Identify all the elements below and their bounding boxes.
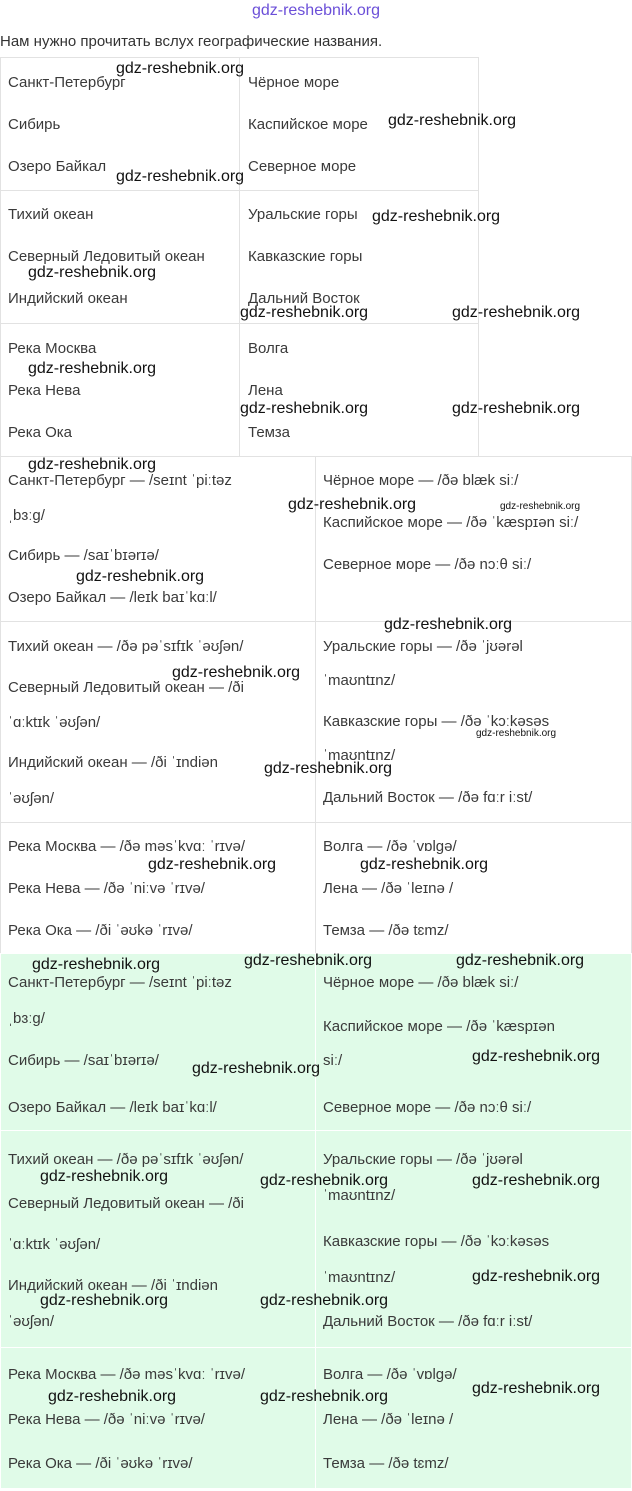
place-name: Волга bbox=[248, 340, 289, 357]
watermark-text: gdz-reshebnik.org bbox=[244, 952, 373, 969]
transcription-line: Чёрное море — /ðə blæk siː/ bbox=[323, 472, 519, 489]
transcription-line: ˈɑːktɪk ˈəʊʃən/ bbox=[8, 714, 101, 731]
table-cell bbox=[1, 622, 315, 822]
transcription-line: Темза — /ðə tɛmz/ bbox=[323, 1455, 449, 1472]
watermark-text: gdz-reshebnik.org bbox=[32, 956, 161, 973]
transcription-line: ˈəʊʃən/ bbox=[8, 790, 55, 807]
watermark-text: gdz-reshebnik.org bbox=[260, 1172, 389, 1189]
watermark-text: gdz-reshebnik.org bbox=[28, 264, 157, 281]
place-name: Река Ока bbox=[8, 424, 72, 441]
watermark-text: gdz-reshebnik.org bbox=[472, 1048, 601, 1065]
transcription-line: Кавказские горы — /ðə ˈkɔːkəsəs bbox=[323, 1233, 550, 1250]
place-name: Каспийское море bbox=[248, 116, 368, 133]
transcription-line: Уральские горы — /ðə ˈjʊərəl bbox=[323, 1151, 523, 1168]
table-row bbox=[1, 954, 632, 1131]
watermark-text: gdz-reshebnik.org bbox=[172, 664, 301, 681]
watermark-text: gdz-reshebnik.org bbox=[372, 208, 501, 225]
transcription-line: Чёрное море — /ðə blæk siː/ bbox=[323, 974, 519, 991]
table-cell bbox=[1, 457, 315, 621]
table-cell bbox=[316, 457, 631, 621]
transcription-line: Тихий океан — /ðə pəˈsɪfɪk ˈəʊʃən/ bbox=[8, 1151, 244, 1168]
watermark-text: gdz-reshebnik.org bbox=[76, 568, 205, 585]
place-name: Чёрное море bbox=[248, 74, 340, 91]
place-name: Тихий океан bbox=[8, 206, 94, 223]
transcription-line: Река Ока — /ði ˈəʊkə ˈrɪvə/ bbox=[8, 922, 193, 939]
table-row bbox=[1, 1348, 632, 1489]
watermark-text: gdz-reshebnik.org bbox=[360, 856, 489, 873]
transcription-line: Темза — /ðə tɛmz/ bbox=[323, 922, 449, 939]
transcription-line: Река Москва — /ðə məsˈkvɑː ˈrɪvə/ bbox=[8, 1366, 246, 1383]
transcription-line: Лена — /ðə ˈleɪnə / bbox=[323, 1411, 454, 1428]
transcription-line: Кавказские горы — /ðə ˈkɔːkəsəs bbox=[323, 713, 550, 730]
place-name: Сибирь bbox=[8, 116, 61, 133]
watermark-text: gdz-reshebnik.org bbox=[472, 1268, 601, 1285]
watermark-text: gdz-reshebnik.org bbox=[240, 304, 369, 321]
transcription-line: ˈɑːktɪk ˈəʊʃən/ bbox=[8, 1236, 101, 1253]
transcription-line: Каспийское море — /ðə ˈkæspɪən siː/ bbox=[323, 514, 579, 531]
transcription-line: Река Нева — /ðə ˈniːvə ˈrɪvə/ bbox=[8, 880, 205, 897]
table-cell bbox=[316, 954, 631, 1130]
place-name: Река Москва bbox=[8, 340, 97, 357]
watermark-text: gdz-reshebnik.org bbox=[472, 1172, 601, 1189]
transcription-line: Северный Ледовитый океан — /ði bbox=[8, 679, 244, 696]
transcription-line: Каспийское море — /ðə ˈkæspɪən bbox=[323, 1018, 555, 1035]
transcription-line: Озеро Байкал — /leɪk baɪˈkɑːl/ bbox=[8, 589, 217, 606]
transcription-line: ˈmaʊntɪnz/ bbox=[323, 1187, 396, 1204]
transcription-line: Индийский океан — /ði ˈɪndiən bbox=[8, 1277, 218, 1294]
transcription-line: ˈmaʊntɪnz/ bbox=[323, 1269, 396, 1286]
table-cell bbox=[240, 324, 478, 456]
watermark-text: gdz-reshebnik.org bbox=[28, 360, 157, 377]
place-name: Санкт-Петербург bbox=[8, 74, 126, 91]
watermark-text: gdz-reshebnik.org bbox=[260, 1388, 389, 1405]
watermark-text: gdz-reshebnik.org bbox=[476, 728, 557, 739]
table-row bbox=[1, 324, 479, 457]
watermark-text: gdz-reshebnik.org bbox=[288, 496, 417, 513]
site-header[interactable]: gdz-reshebnik.org bbox=[251, 2, 381, 19]
transcription-line: Река Нева — /ðə ˈniːvə ˈrɪvə/ bbox=[8, 1411, 205, 1428]
place-name: Темза bbox=[248, 424, 291, 441]
transcription-line: ˈmaʊntɪnz/ bbox=[323, 747, 396, 764]
transcription-line: Сибирь — /saɪˈbɪərɪə/ bbox=[8, 1052, 159, 1069]
place-name: Северный Ледовитый океан bbox=[8, 248, 205, 265]
watermark-text: gdz-reshebnik.org bbox=[452, 400, 581, 417]
table-cell bbox=[1, 191, 239, 323]
transcription-line: Волга — /ðə ˈvɒlɡə/ bbox=[323, 1366, 457, 1383]
place-name: Лена bbox=[248, 382, 283, 399]
place-name: Озеро Байкал bbox=[8, 158, 107, 175]
transcription-line: Река Москва — /ðə məsˈkvɑː ˈrɪvə/ bbox=[8, 838, 246, 855]
watermark-text: gdz-reshebnik.org bbox=[40, 1292, 169, 1309]
place-name: Кавказские горы bbox=[248, 248, 363, 265]
transcription-line: Северное море — /ðə nɔːθ siː/ bbox=[323, 1099, 532, 1116]
table-cell bbox=[1, 823, 315, 955]
transcription-line: ˈmaʊntɪnz/ bbox=[323, 672, 396, 689]
transcription-line: Северный Ледовитый океан — /ði bbox=[8, 1195, 244, 1212]
transcription-line: Сибирь — /saɪˈbɪərɪə/ bbox=[8, 547, 159, 564]
watermark-text: gdz-reshebnik.org bbox=[148, 856, 277, 873]
transcription-line: Уральские горы — /ðə ˈjʊərəl bbox=[323, 638, 523, 655]
transcription-line: Дальний Восток — /ðə fɑːr iːst/ bbox=[323, 1313, 533, 1330]
transcription-line: Санкт-Петербург — /seɪnt ˈpiːtəz bbox=[8, 472, 232, 489]
watermark-text: gdz-reshebnik.org bbox=[384, 616, 513, 633]
watermark-text: gdz-reshebnik.org bbox=[260, 1292, 389, 1309]
watermark-text: gdz-reshebnik.org bbox=[28, 456, 157, 473]
watermark-text: gdz-reshebnik.org bbox=[388, 112, 517, 129]
watermark-text: gdz-reshebnik.org bbox=[452, 304, 581, 321]
transcription-line: Индийский океан — /ði ˈɪndiən bbox=[8, 754, 218, 771]
table-row bbox=[1, 622, 632, 823]
watermark-text: gdz-reshebnik.org bbox=[456, 952, 585, 969]
watermark-text: gdz-reshebnik.org bbox=[264, 760, 393, 777]
transcription-line: Тихий океан — /ðə pəˈsɪfɪk ˈəʊʃən/ bbox=[8, 638, 244, 655]
place-name: Индийский океан bbox=[8, 290, 128, 307]
place-name: Северное море bbox=[248, 158, 357, 175]
transcription-line: Санкт-Петербург — /seɪnt ˈpiːtəz bbox=[8, 974, 232, 991]
watermark-text: gdz-reshebnik.org bbox=[116, 60, 245, 77]
table-cell bbox=[316, 823, 631, 955]
watermark-text: gdz-reshebnik.org bbox=[500, 501, 581, 512]
watermark-text: gdz-reshebnik.org bbox=[472, 1380, 601, 1397]
transcription-line: Дальний Восток — /ðə fɑːr iːst/ bbox=[323, 789, 533, 806]
transcription-table bbox=[0, 456, 632, 956]
table-cell bbox=[316, 1131, 631, 1347]
table-cell bbox=[1, 954, 315, 1130]
watermark-text: gdz-reshebnik.org bbox=[40, 1168, 169, 1185]
transcription-table-highlighted bbox=[0, 953, 632, 1489]
intro-text: Нам нужно прочитать вслух географические названия. bbox=[0, 33, 383, 50]
transcription-line: Северное море — /ðə nɔːθ siː/ bbox=[323, 556, 532, 573]
place-name: Река Нева bbox=[8, 382, 81, 399]
place-name: Уральские горы bbox=[248, 206, 358, 223]
transcription-line: Волга — /ðə ˈvɒlɡə/ bbox=[323, 838, 457, 855]
transcription-line: siː/ bbox=[323, 1052, 343, 1069]
place-name: Дальний Восток bbox=[248, 290, 360, 307]
transcription-line: ˈəʊʃən/ bbox=[8, 1313, 55, 1330]
transcription-line: Река Ока — /ði ˈəʊkə ˈrɪvə/ bbox=[8, 1455, 193, 1472]
transcription-line: Лена — /ðə ˈleɪnə / bbox=[323, 880, 454, 897]
table-row bbox=[1, 457, 632, 622]
transcription-line: ˌbɜːɡ/ bbox=[8, 507, 45, 524]
transcription-line: ˌbɜːɡ/ bbox=[8, 1010, 45, 1027]
table-row bbox=[1, 823, 632, 956]
table-cell bbox=[1, 1348, 315, 1488]
watermark-text: gdz-reshebnik.org bbox=[192, 1060, 321, 1077]
table-row bbox=[1, 1131, 632, 1348]
watermark-text: gdz-reshebnik.org bbox=[240, 400, 369, 417]
watermark-text: gdz-reshebnik.org bbox=[48, 1388, 177, 1405]
table-cell bbox=[316, 1348, 631, 1488]
table-cell bbox=[1, 324, 239, 456]
table-cell bbox=[316, 622, 631, 822]
table-cell bbox=[1, 1131, 315, 1347]
transcription-line: Озеро Байкал — /leɪk baɪˈkɑːl/ bbox=[8, 1099, 217, 1116]
watermark-text: gdz-reshebnik.org bbox=[116, 168, 245, 185]
